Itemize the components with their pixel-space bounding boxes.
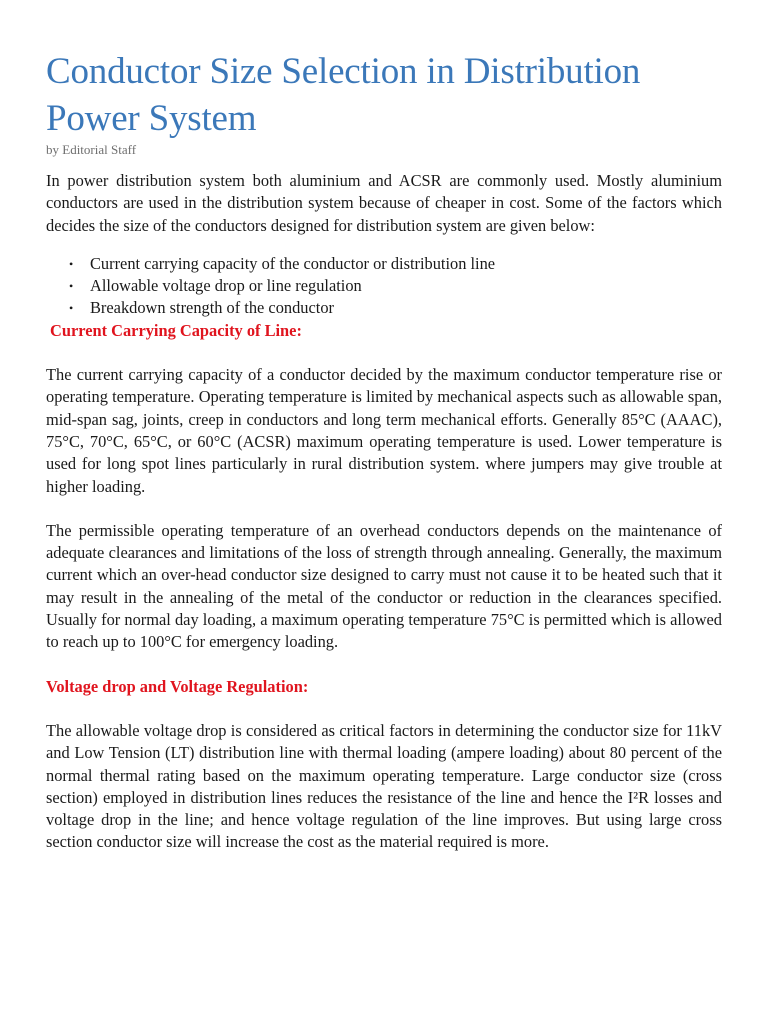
list-item	[69, 253, 722, 275]
voltage-drop-paragraph: The allowable voltage drop is considered as critical factors in determining the conductor size for 11kV and Low Tension (LT) distribution line with thermal loading (ampere loading) about 80 percent of the normal thermal rating based on the maximum operating temperature. Large conductor size (cross section) employed in distribution lines reduces the resistance of the line and hence the I²R losses and voltage drop in the line; and hence voltage regulation of the line improves. But using large cross section conductor size will increase the cost as the material required is more.	[46, 720, 722, 852]
bullet-icon: •	[69, 301, 74, 316]
bullet-icon: •	[69, 279, 74, 294]
intro-paragraph: In power distribution system both aluminium and ACSR are commonly used. Mostly aluminium conductors are used in the distribution system because of cheaper in cost. Some of the factors which decides the size of the conductors designed for distribution system are given below:	[46, 171, 722, 235]
bullet-icon: •	[69, 256, 74, 271]
list-item	[69, 297, 722, 319]
article	[46, 48, 722, 854]
list-item	[69, 275, 722, 297]
current-capacity-paragraph-2: The permissible operating temperature of an overhead conductors depends on the maintenance of adequate clearances and limitations of the loss of strength through annealing. Generally, the maximum current which an over-head conductor size designed to carry must not cause it to be heated such that it may result in the annealing of the metal of the conductor or reduction in the clearances specified. Usually for normal day loading, a maximum operating temperature 75°C is permitted which is allowed to reach up to 100°C for emergency loading.	[46, 520, 722, 652]
factor-list	[46, 253, 722, 320]
current-capacity-paragraph-1: The current carrying capacity of a conductor decided by the maximum conductor temperature rise or operating temperature. Operating temperature is limited by mechanical aspects such as allowable span, mid-span sag, joints, creep in conductors and long term mechanical efforts. Generally 85°C (AAAC), 75°C, 70°C, 65°C, or 60°C (ACSR) maximum operating temperature is used. Lower temperature is used for long spot lines particularly in rural distribution system. where jumpers may give trouble at higher loading.	[46, 365, 722, 496]
list-item-text: Current carrying capacity of the conductor or distribution line	[90, 253, 496, 273]
list-item-text: Breakdown strength of the conductor	[90, 298, 334, 318]
article-title: Conductor Size Selection in Distribution Power System	[46, 51, 641, 139]
section-heading-voltage-drop: Voltage drop and Voltage Regulation:	[46, 676, 309, 696]
list-item-text: Allowable voltage drop or line regulation	[90, 276, 362, 296]
section-heading-current-capacity: Current Carrying Capacity of Line:	[50, 320, 302, 340]
article-byline: by Editorial Staff	[46, 142, 137, 157]
